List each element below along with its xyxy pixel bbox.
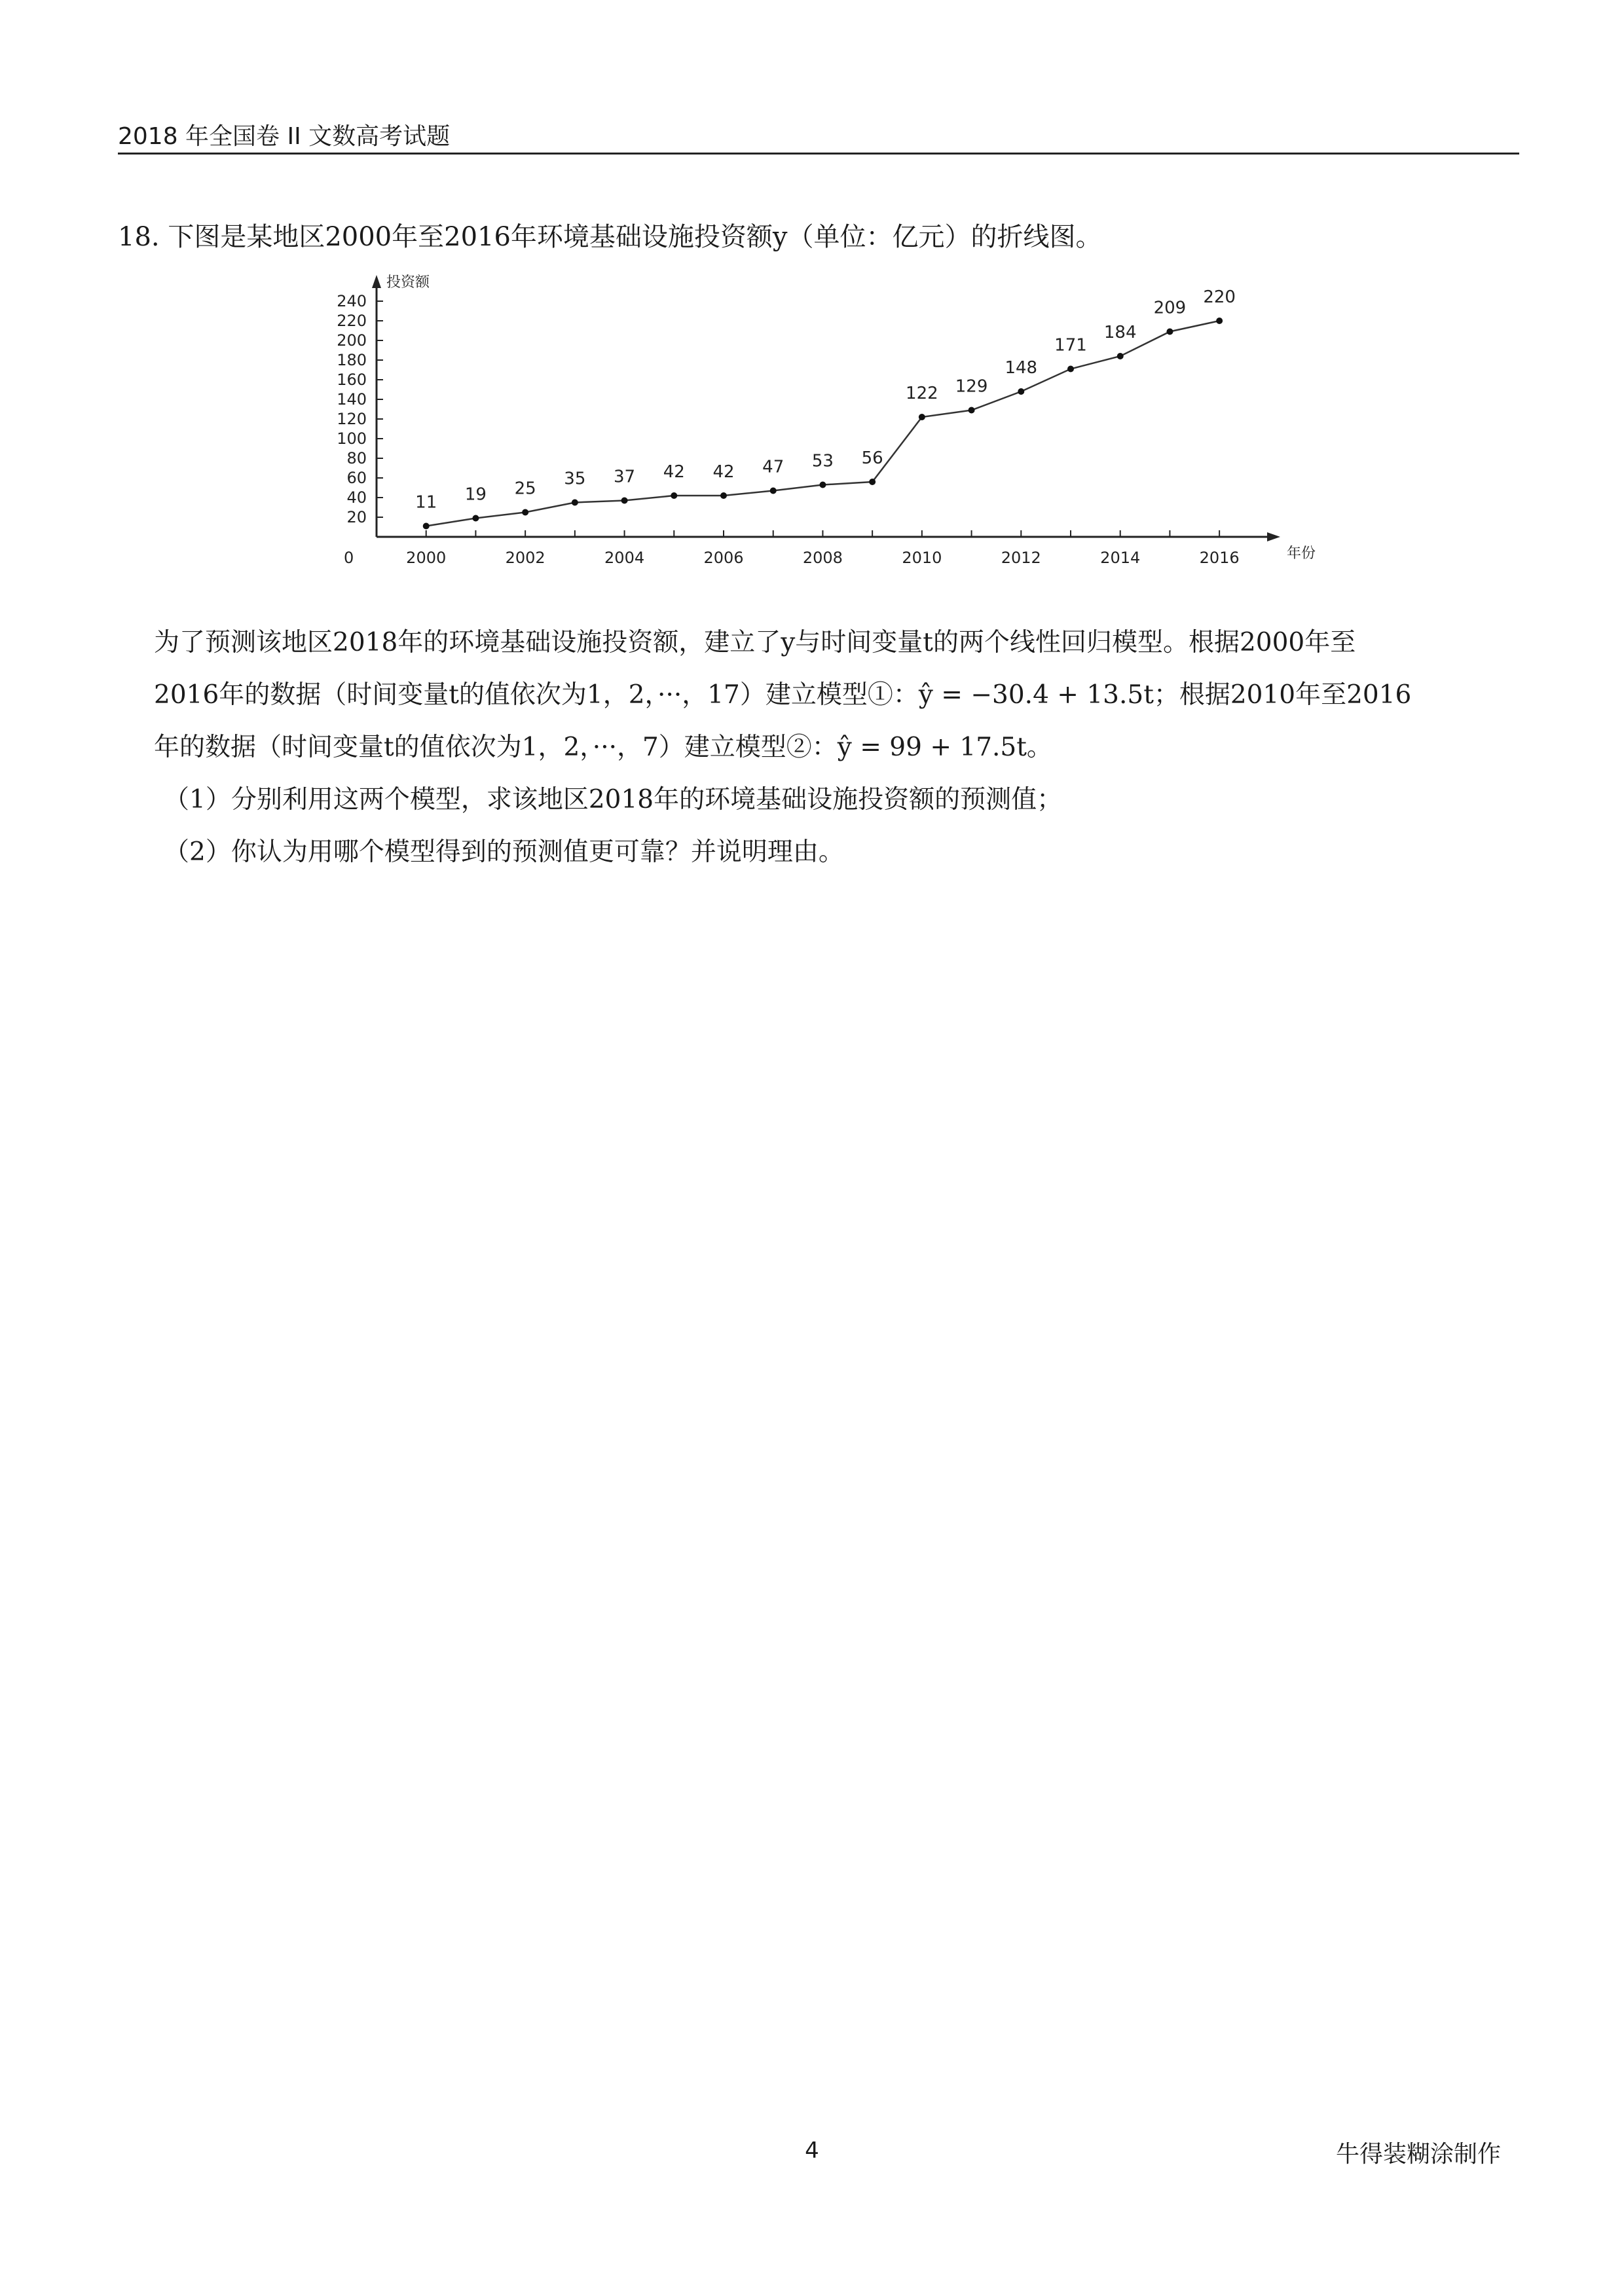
data-label: 220 [1203,287,1236,307]
data-point [522,509,528,516]
y-tick-label: 160 [337,371,367,389]
x-tick-label: 2004 [604,549,645,567]
data-point [1018,388,1024,395]
y-tick-label: 100 [337,429,367,448]
data-label: 19 [464,484,487,505]
y-tick-label: 40 [346,488,367,507]
data-point [621,498,628,504]
question-paragraph-3: 年的数据（时间变量t的值依次为1，2，···，7）建立模型②：ŷ = 99 + 17.5t。 [154,733,1052,762]
data-label: 25 [514,479,536,499]
data-point [1216,318,1223,324]
data-label: 37 [614,467,636,487]
y-tick-label: 200 [337,331,367,350]
data-point [919,414,925,420]
y-tick-label: 120 [337,410,367,428]
data-label: 42 [712,462,735,482]
data-point [819,482,826,488]
line-chart [327,262,1316,589]
header-divider [118,153,1519,155]
data-label: 35 [564,469,586,489]
x-tick-label: 2006 [703,549,744,567]
x-tick-label: 2014 [1100,549,1141,567]
x-axis-label: 年份 [1287,545,1316,562]
data-label: 171 [1054,335,1087,355]
data-label: 148 [1005,358,1038,378]
y-tick-label: 80 [346,449,367,467]
data-label: 209 [1153,298,1187,318]
data-label: 47 [762,457,784,477]
sub-question-2: （2）你认为用哪个模型得到的预测值更可靠？并说明理由。 [164,837,844,867]
data-label: 122 [906,384,938,403]
x-tick-label: 2000 [406,549,447,567]
y-tick-label: 140 [337,390,367,409]
y-tick-label: 20 [346,508,367,526]
question-paragraph-2: 2016年的数据（时间变量t的值依次为1，2，···，17）建立模型①：ŷ = −30.4 + 13.5t；根据2010年至2016 [154,680,1412,710]
question-paragraph-1: 为了预测该地区2018年的环境基础设施投资额，建立了y与时间变量t的两个线性回归模型。根据2000年至 [154,628,1356,657]
data-point [1067,366,1074,373]
data-label: 42 [663,462,685,482]
data-point [572,500,578,506]
data-point [720,492,727,499]
data-point [869,479,876,485]
data-point [770,488,777,494]
footer-credit: 牛得装糊涂制作 [1336,2141,1502,2168]
data-label: 56 [861,448,883,468]
x-tick-label: 2012 [1001,549,1041,567]
y-tick-label: 240 [337,292,367,310]
x-tick-label: 2016 [1199,549,1240,567]
data-point [1117,353,1124,359]
data-point [472,515,479,522]
header-title: 2018 年全国卷 II 文数高考试题 [118,123,451,150]
y-tick-label: 60 [346,469,367,487]
origin-label: 0 [344,549,354,567]
x-tick-label: 2002 [505,549,545,567]
x-tick-label: 2010 [902,549,942,567]
data-label: 129 [955,376,988,397]
y-axis-label: 投资额 [386,274,430,291]
x-tick-label: 2008 [802,549,843,567]
y-tick-label: 180 [337,351,367,369]
x-axis-arrow [1267,532,1280,541]
series-line [426,321,1219,526]
y-axis-arrow [372,275,381,288]
question-intro: 18. 下图是某地区2000年至2016年环境基础设施投资额y（单位：亿元）的折线图。 [118,222,1102,252]
data-point [423,523,430,530]
data-label: 184 [1103,323,1137,342]
data-point [1166,329,1173,335]
sub-question-1: （1）分别利用这两个模型，求该地区2018年的环境基础设施投资额的预测值； [164,785,1063,814]
y-tick-label: 220 [337,312,367,330]
page-number: 4 [805,2138,819,2164]
data-label: 11 [415,492,437,513]
data-point [969,407,975,414]
data-label: 53 [811,451,834,471]
data-point [671,492,677,499]
